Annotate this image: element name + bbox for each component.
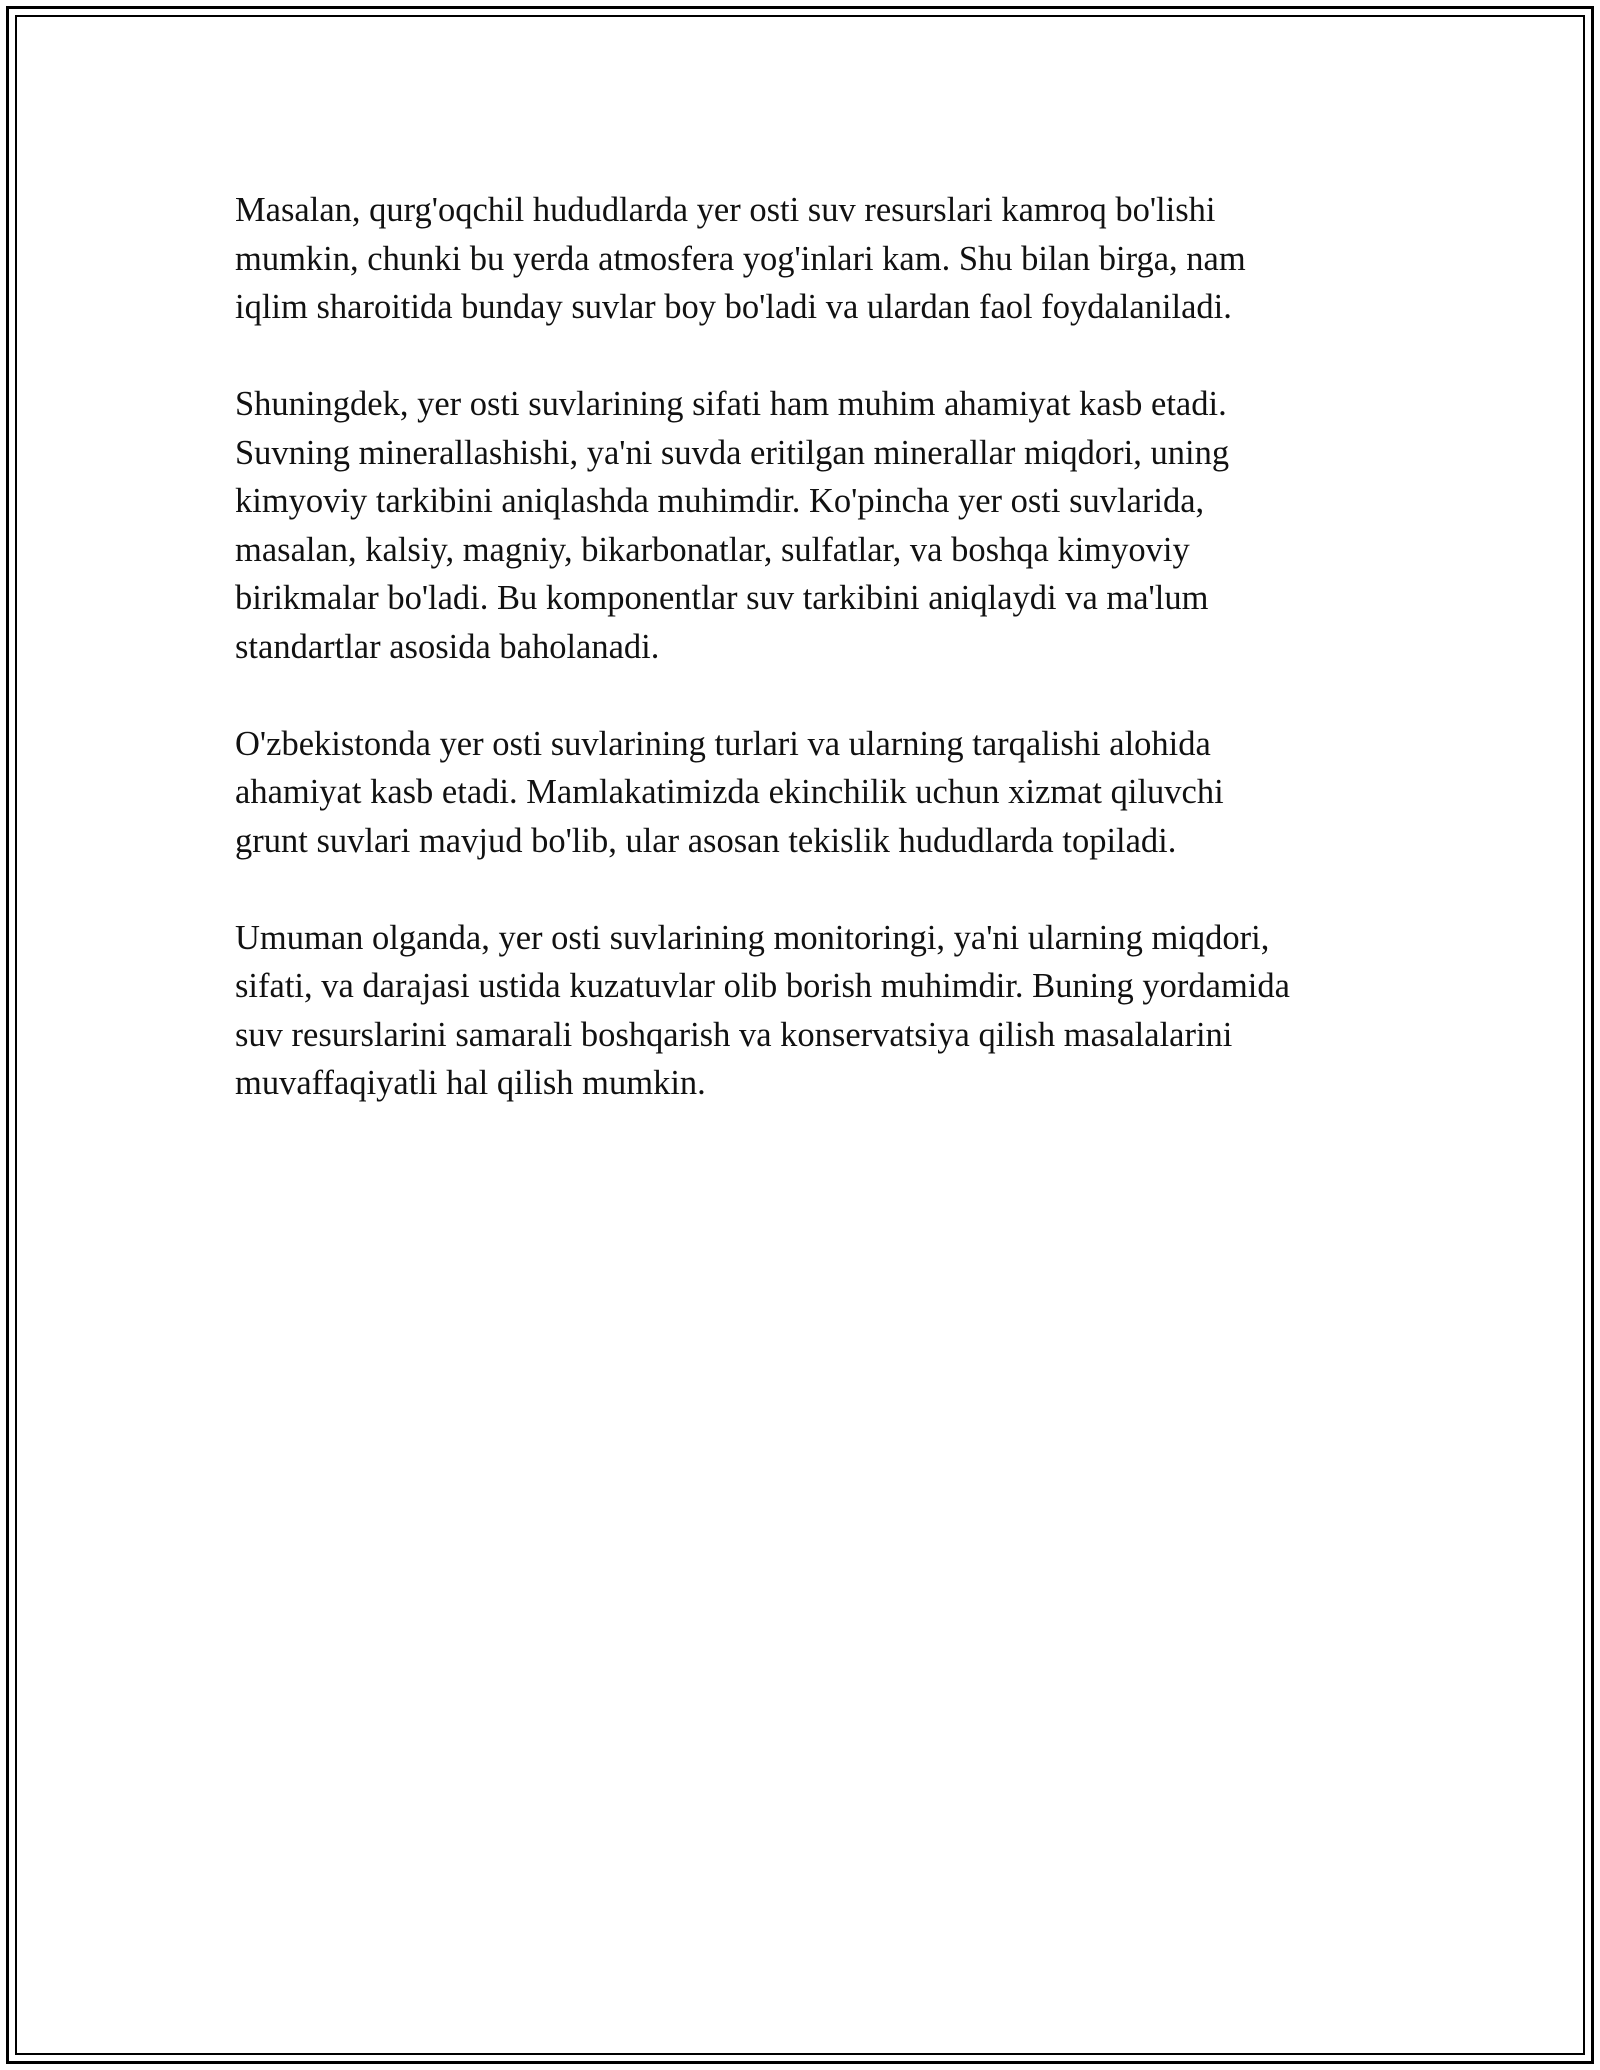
paragraph-3: O'zbekistonda yer osti suvlarining turlari va ularning tarqalishi alohida ahamiyat kasb etadi. Mamlakatimizda ekinchilik uchun xizmat qiluvchi grunt suvlari mavjud bo'lib, ular asosan tekislik hududlarda topiladi. [235,724,1224,860]
document-body [235,186,1385,1156]
paragraph-4: Umuman olganda, yer osti suvlarining monitoringi, ya'ni ularning miqdori, sifati, va darajasi ustida kuzatuvlar olib borish muhimdir. Buning yordamida suv resurslarini samarali boshqarish va konservatsiya qilish masalalarini muvaffaqiyatli hal qilish mumkin. [235,918,1290,1102]
paragraph-1: Masalan, qurg'oqchil hududlarda yer osti suv resurslari kamroq bo'lishi mumkin, chunki bu yerda atmosfera yog'inlari kam. Shu bilan birga, nam iqlim sharoitida bunday suvlar boy bo'ladi va ulardan faol foydalaniladi. [235,191,1246,326]
paragraph-2: Shuningdek, yer osti suvlarining sifati ham muhim ahamiyat kasb etadi. Suvning minerallashishi, ya'ni suvda eritilgan minerallar miqdori, uning kimyoviy tarkibini aniqlashda muhimdir. Ko'pincha yer osti suvlarida, masalan, kalsiy, magniy, bikarbonatlar, sulfatlar, va boshqa kimyoviy birikmalar bo'ladi. Bu komponentlar suv tarkibini aniqlaydi va ma'lum standartlar asosida baholanadi. [235,385,1230,666]
